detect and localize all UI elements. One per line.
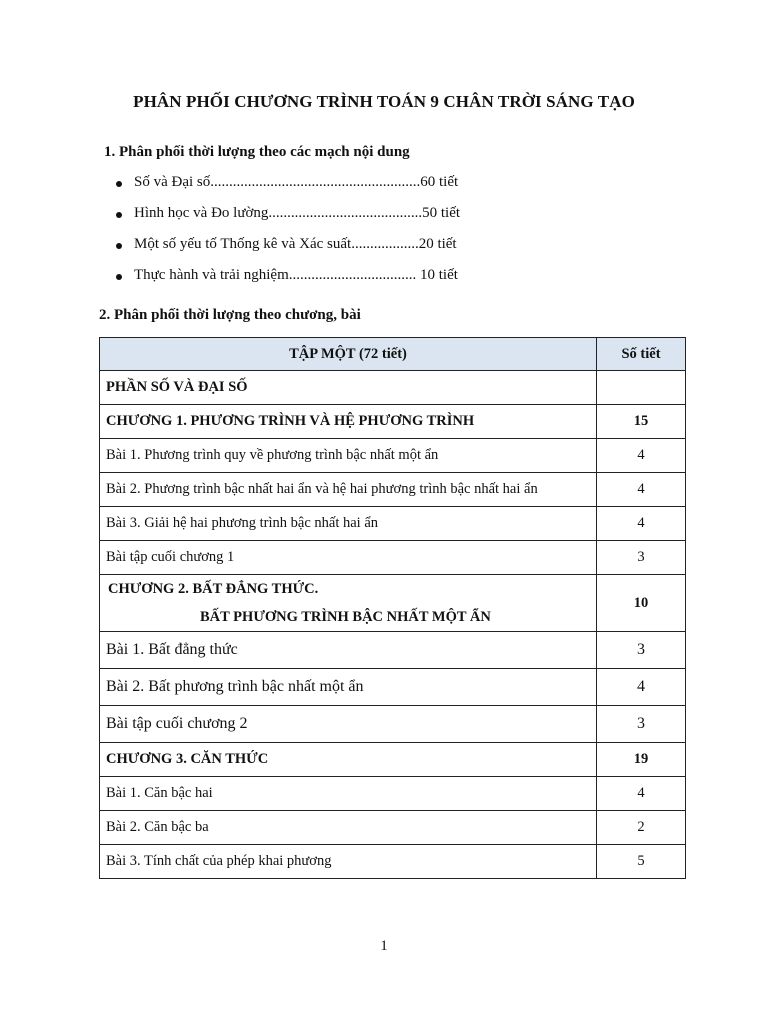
section-1-heading: 1. Phân phối thời lượng theo các mạch nội dung [104, 144, 410, 160]
list-item [114, 205, 460, 236]
part-title: PHẦN SỐ VÀ ĐẠI SỐ [100, 371, 597, 405]
table-row [100, 706, 686, 743]
lesson-title: Bài 3. Giải hệ hai phương trình bậc nhất hai ẩn [100, 507, 597, 541]
lesson-periods: 3 [597, 706, 686, 743]
content-strand-list [114, 174, 460, 298]
table-row [100, 845, 686, 879]
chapter-periods: 15 [597, 405, 686, 439]
item-label: Thực hành và trải nghiệm [134, 267, 289, 283]
list-item [114, 267, 460, 298]
table-row [100, 439, 686, 473]
table-row-chapter-3 [100, 743, 686, 777]
table-row-part [100, 371, 686, 405]
table-row-chapter-1 [100, 405, 686, 439]
lesson-title: Bài 2. Bất phương trình bậc nhất một ẩn [100, 669, 597, 706]
lesson-title: Bài 1. Căn bậc hai [100, 777, 597, 811]
table-row [100, 632, 686, 669]
lesson-periods: 4 [597, 669, 686, 706]
chapter-title: CHƯƠNG 3. CĂN THỨC [100, 743, 597, 777]
page-title: PHÂN PHỐI CHƯƠNG TRÌNH TOÁN 9 CHÂN TRỜI SÁNG TẠO [133, 92, 635, 111]
lesson-title: Bài 2. Căn bậc ba [100, 811, 597, 845]
header-periods: Số tiết [597, 338, 686, 371]
leader-dots: ........................................................ [210, 174, 421, 190]
table-row [100, 541, 686, 575]
item-value: 50 tiết [422, 205, 461, 221]
lesson-title: Bài tập cuối chương 2 [100, 706, 597, 743]
table-row [100, 473, 686, 507]
chapter-periods: 19 [597, 743, 686, 777]
page-number: 1 [380, 938, 388, 954]
chapter-title-line-2: BẤT PHƯƠNG TRÌNH BẬC NHẤT MỘT ẨN [200, 609, 491, 625]
table-row [100, 777, 686, 811]
lesson-periods: 3 [597, 541, 686, 575]
lesson-periods: 5 [597, 845, 686, 879]
leader-dots: .................. [351, 236, 419, 252]
item-value: 10 tiết [420, 267, 458, 283]
table-row-chapter-2 [100, 575, 686, 632]
section-2-heading: 2. Phân phối thời lượng theo chương, bài [99, 307, 361, 323]
lesson-title: Bài 1. Bất đẳng thức [100, 632, 597, 669]
chapter-title: CHƯƠNG 1. PHƯƠNG TRÌNH VÀ HỆ PHƯƠNG TRÌNH [100, 405, 597, 439]
item-label: Hình học và Đo lường [134, 205, 269, 221]
curriculum-table [99, 337, 686, 879]
lesson-periods: 2 [597, 811, 686, 845]
chapter-periods: 10 [597, 575, 686, 632]
lesson-periods: 3 [597, 632, 686, 669]
lesson-title: Bài 1. Phương trình quy về phương trình bậc nhất một ẩn [100, 439, 597, 473]
item-value: 20 tiết [418, 236, 457, 252]
leader-dots: .................................. [288, 267, 420, 283]
header-volume: TẬP MỘT (72 tiết) [100, 338, 597, 371]
table-row [100, 811, 686, 845]
list-item [114, 174, 460, 205]
item-label: Một số yếu tố Thống kê và Xác suất [134, 236, 352, 252]
lesson-periods: 4 [597, 507, 686, 541]
lesson-title: Bài 3. Tính chất của phép khai phương [100, 845, 597, 879]
table-row [100, 669, 686, 706]
part-periods [597, 371, 686, 405]
chapter-title-line-1: CHƯƠNG 2. BẤT ĐẲNG THỨC. [108, 581, 319, 597]
table-header-row [100, 338, 686, 371]
lesson-periods: 4 [597, 777, 686, 811]
chapter-title [100, 575, 597, 632]
item-label: Số và Đại số [134, 174, 211, 190]
lesson-title: Bài tập cuối chương 1 [100, 541, 597, 575]
lesson-title: Bài 2. Phương trình bậc nhất hai ẩn và hệ hai phương trình bậc nhất hai ẩn [100, 473, 597, 507]
item-value: 60 tiết [420, 174, 459, 190]
list-item [114, 236, 460, 267]
table-row [100, 507, 686, 541]
lesson-periods: 4 [597, 439, 686, 473]
lesson-periods: 4 [597, 473, 686, 507]
leader-dots: ......................................... [268, 205, 423, 221]
